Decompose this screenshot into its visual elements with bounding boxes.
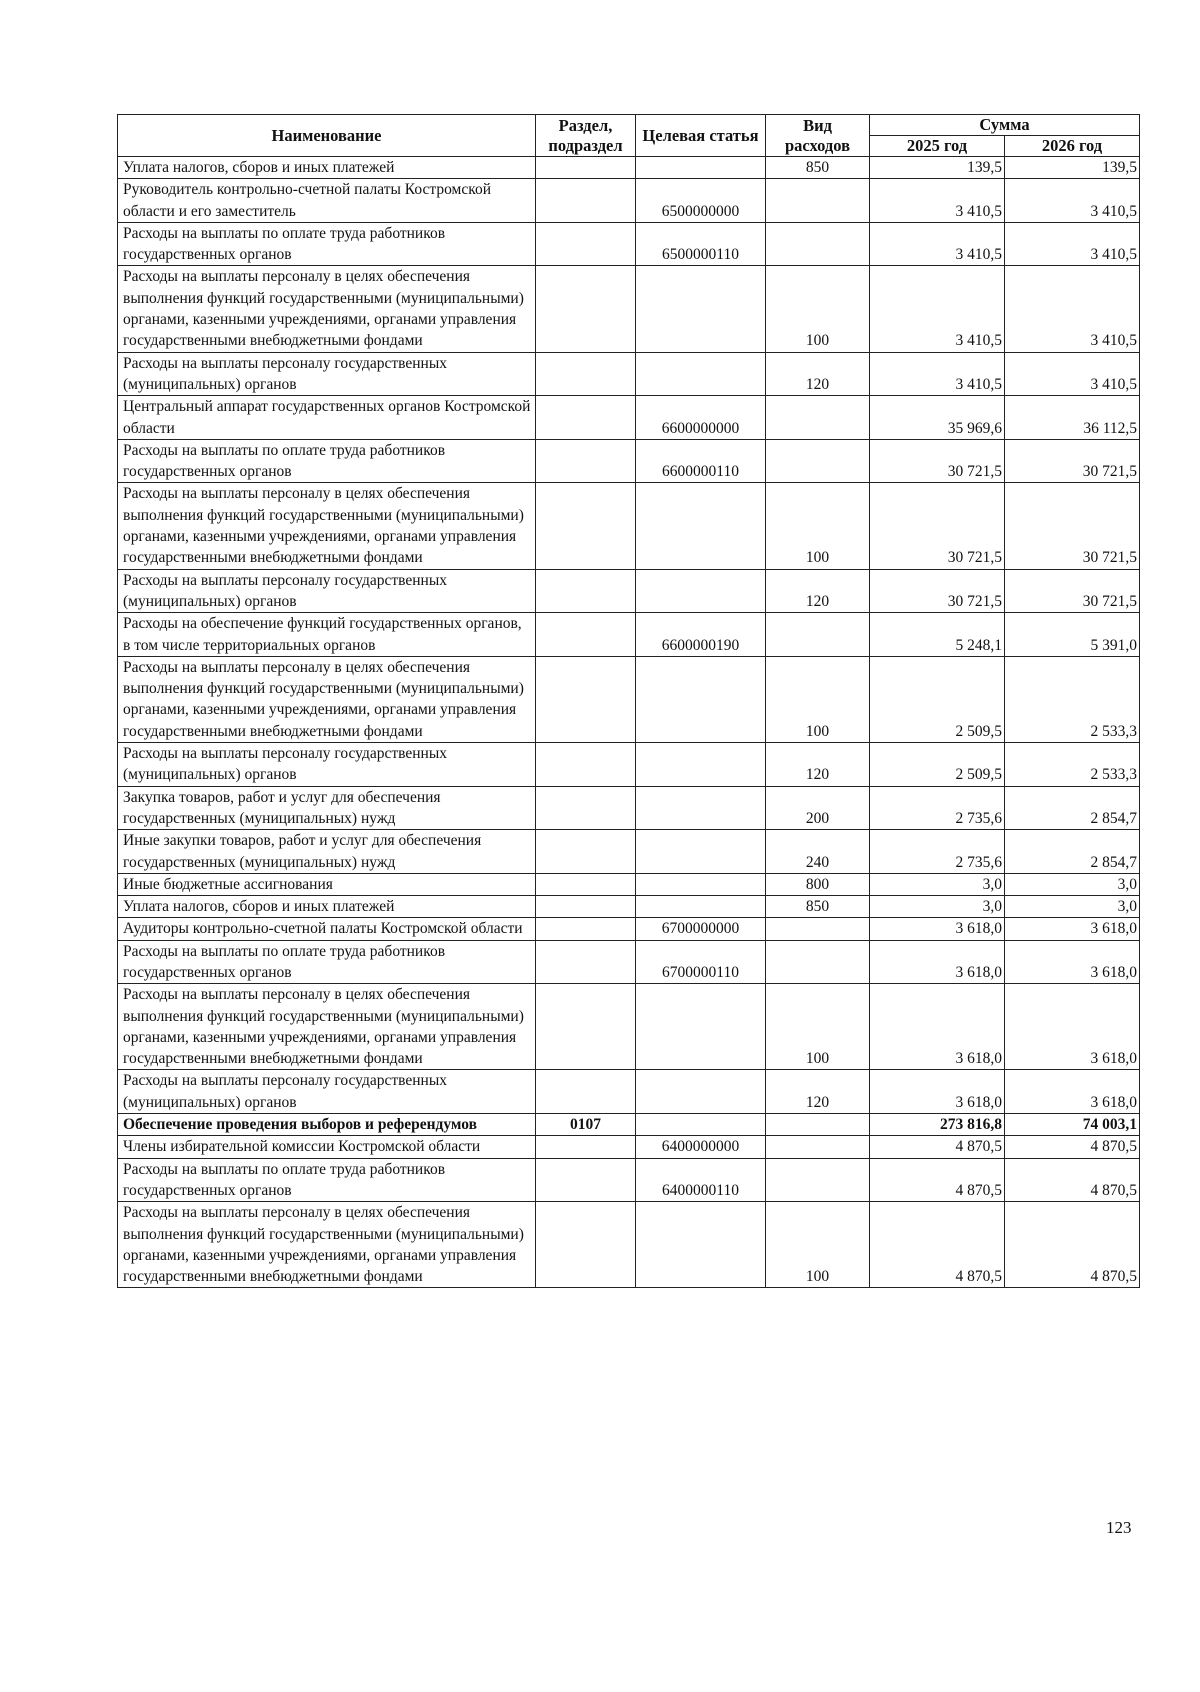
- row-target-cell: [636, 786, 766, 830]
- row-amount-2026-cell: 30 721,5: [1005, 483, 1140, 569]
- row-section-cell: [536, 439, 636, 483]
- table-row: [118, 896, 1140, 918]
- row-amount-2026-cell: 3,0: [1005, 896, 1140, 918]
- row-name-cell: Уплата налогов, сборов и иных платежей: [118, 896, 536, 918]
- row-type-cell: 100: [766, 656, 870, 742]
- row-name-cell: Расходы на выплаты по оплате труда работников государственных органов: [118, 222, 536, 266]
- table-row: [118, 1158, 1140, 1202]
- row-amount-2025-cell: 3 410,5: [870, 352, 1005, 396]
- row-amount-2026-cell: 30 721,5: [1005, 439, 1140, 483]
- row-amount-2026-cell: 139,5: [1005, 157, 1140, 179]
- row-amount-2026-cell: 2 854,7: [1005, 830, 1140, 874]
- row-target-cell: [636, 1070, 766, 1114]
- table-row: [118, 743, 1140, 787]
- row-type-cell: 240: [766, 830, 870, 874]
- table-row: [118, 830, 1140, 874]
- row-amount-2026-cell: 3 618,0: [1005, 984, 1140, 1070]
- row-name-cell: Расходы на выплаты персоналу государственных (муниципальных) органов: [118, 1070, 536, 1114]
- table-row: [118, 439, 1140, 483]
- row-amount-2025-cell: 3,0: [870, 873, 1005, 895]
- row-amount-2025-cell: 2 735,6: [870, 786, 1005, 830]
- table-header: [118, 115, 1140, 157]
- row-type-cell: [766, 940, 870, 984]
- row-amount-2025-cell: 3 410,5: [870, 222, 1005, 266]
- row-type-cell: [766, 222, 870, 266]
- row-section-cell: [536, 743, 636, 787]
- row-name-cell: Иные закупки товаров, работ и услуг для обеспечения государственных (муниципальных) нужд: [118, 830, 536, 874]
- table-row: [118, 1202, 1140, 1288]
- table-row: [118, 396, 1140, 440]
- row-amount-2025-cell: 2 509,5: [870, 743, 1005, 787]
- row-name-cell: Расходы на выплаты персоналу в целях обеспечения выполнения функций государственными (муниципальными) органами, казенными учреждениями, органами управления государственными внебюджетными фондами: [118, 266, 536, 352]
- table-row: [118, 1070, 1140, 1114]
- row-name-cell: Аудиторы контрольно-счетной палаты Костромской области: [118, 918, 536, 940]
- table-row: [118, 1136, 1140, 1158]
- row-target-cell: [636, 873, 766, 895]
- row-amount-2025-cell: 4 870,5: [870, 1202, 1005, 1288]
- row-section-cell: [536, 222, 636, 266]
- row-type-cell: 800: [766, 873, 870, 895]
- row-section-cell: [536, 786, 636, 830]
- row-name-cell: Расходы на выплаты персоналу в целях обеспечения выполнения функций государственными (муниципальными) органами, казенными учреждениями, органами управления государственными внебюджетными фондами: [118, 483, 536, 569]
- header-section: Раздел, подраздел: [536, 115, 636, 157]
- row-name-cell: Расходы на выплаты по оплате труда работников государственных органов: [118, 439, 536, 483]
- row-target-cell: 6600000190: [636, 613, 766, 657]
- header-year-2026: 2026 год: [1005, 136, 1140, 157]
- table-row: [118, 179, 1140, 223]
- row-target-cell: [636, 1114, 766, 1136]
- row-amount-2026-cell: 3 410,5: [1005, 179, 1140, 223]
- row-amount-2026-cell: 3 410,5: [1005, 222, 1140, 266]
- row-amount-2025-cell: 30 721,5: [870, 569, 1005, 613]
- table-row: [118, 613, 1140, 657]
- row-target-cell: [636, 157, 766, 179]
- table-row: [118, 222, 1140, 266]
- row-type-cell: 120: [766, 743, 870, 787]
- row-amount-2026-cell: 36 112,5: [1005, 396, 1140, 440]
- row-section-cell: [536, 569, 636, 613]
- row-amount-2025-cell: 5 248,1: [870, 613, 1005, 657]
- row-name-cell: Закупка товаров, работ и услуг для обеспечения государственных (муниципальных) нужд: [118, 786, 536, 830]
- table-row: [118, 569, 1140, 613]
- row-type-cell: [766, 1136, 870, 1158]
- page-number: 123: [1106, 1518, 1132, 1537]
- row-amount-2026-cell: 30 721,5: [1005, 569, 1140, 613]
- row-type-cell: 120: [766, 352, 870, 396]
- table-row: [118, 786, 1140, 830]
- row-target-cell: [636, 569, 766, 613]
- row-section-cell: [536, 940, 636, 984]
- row-amount-2025-cell: 3 618,0: [870, 984, 1005, 1070]
- row-type-cell: [766, 1158, 870, 1202]
- table-row: [118, 483, 1140, 569]
- row-name-cell: Расходы на выплаты по оплате труда работников государственных органов: [118, 1158, 536, 1202]
- header-sum: Сумма: [870, 115, 1140, 136]
- row-target-cell: [636, 483, 766, 569]
- row-target-cell: 6400000110: [636, 1158, 766, 1202]
- row-amount-2025-cell: 30 721,5: [870, 483, 1005, 569]
- row-section-cell: [536, 1158, 636, 1202]
- row-target-cell: 6500000000: [636, 179, 766, 223]
- row-name-cell: Центральный аппарат государственных органов Костромской области: [118, 396, 536, 440]
- row-amount-2025-cell: 3 410,5: [870, 266, 1005, 352]
- row-amount-2026-cell: 4 870,5: [1005, 1202, 1140, 1288]
- table-row: [118, 352, 1140, 396]
- row-amount-2026-cell: 4 870,5: [1005, 1136, 1140, 1158]
- row-section-cell: [536, 830, 636, 874]
- row-amount-2026-cell: 3 618,0: [1005, 940, 1140, 984]
- table-row: [118, 656, 1140, 742]
- row-section-cell: [536, 873, 636, 895]
- row-amount-2025-cell: 35 969,6: [870, 396, 1005, 440]
- row-type-cell: 100: [766, 483, 870, 569]
- row-name-cell: Члены избирательной комиссии Костромской области: [118, 1136, 536, 1158]
- row-amount-2025-cell: 3 618,0: [870, 918, 1005, 940]
- row-type-cell: 100: [766, 266, 870, 352]
- row-amount-2025-cell: 4 870,5: [870, 1136, 1005, 1158]
- row-amount-2026-cell: 3 618,0: [1005, 1070, 1140, 1114]
- row-type-cell: 100: [766, 1202, 870, 1288]
- row-name-cell: Руководитель контрольно-счетной палаты Костромской области и его заместитель: [118, 179, 536, 223]
- row-name-cell: Расходы на выплаты персоналу государственных (муниципальных) органов: [118, 743, 536, 787]
- row-type-cell: 120: [766, 569, 870, 613]
- row-type-cell: [766, 179, 870, 223]
- row-section-cell: 0107: [536, 1114, 636, 1136]
- table-body: [118, 157, 1140, 1288]
- row-name-cell: Расходы на обеспечение функций государственных органов, в том числе территориальных органов: [118, 613, 536, 657]
- row-section-cell: [536, 157, 636, 179]
- row-name-cell: Расходы на выплаты персоналу государственных (муниципальных) органов: [118, 352, 536, 396]
- row-type-cell: 100: [766, 984, 870, 1070]
- table-row: [118, 157, 1140, 179]
- row-target-cell: 6600000110: [636, 439, 766, 483]
- row-amount-2025-cell: 2 735,6: [870, 830, 1005, 874]
- row-section-cell: [536, 918, 636, 940]
- row-amount-2025-cell: 3 618,0: [870, 1070, 1005, 1114]
- row-amount-2026-cell: 3,0: [1005, 873, 1140, 895]
- row-section-cell: [536, 1202, 636, 1288]
- row-amount-2025-cell: 139,5: [870, 157, 1005, 179]
- row-amount-2026-cell: 3 410,5: [1005, 266, 1140, 352]
- row-target-cell: 6700000110: [636, 940, 766, 984]
- row-section-cell: [536, 266, 636, 352]
- row-name-cell: Расходы на выплаты персоналу государственных (муниципальных) органов: [118, 569, 536, 613]
- row-target-cell: [636, 984, 766, 1070]
- row-amount-2026-cell: 2 533,3: [1005, 656, 1140, 742]
- row-type-cell: [766, 439, 870, 483]
- table-row: [118, 266, 1140, 352]
- table-row: [118, 940, 1140, 984]
- row-name-cell: Расходы на выплаты по оплате труда работников государственных органов: [118, 940, 536, 984]
- row-type-cell: 200: [766, 786, 870, 830]
- row-type-cell: [766, 396, 870, 440]
- row-section-cell: [536, 1070, 636, 1114]
- row-target-cell: [636, 656, 766, 742]
- row-section-cell: [536, 984, 636, 1070]
- header-target: Целевая статья: [636, 115, 766, 157]
- table-row: [118, 1114, 1140, 1136]
- row-type-cell: 850: [766, 896, 870, 918]
- row-target-cell: [636, 266, 766, 352]
- row-name-cell: Расходы на выплаты персоналу в целях обеспечения выполнения функций государственными (муниципальными) органами, казенными учреждениями, органами управления государственными внебюджетными фондами: [118, 1202, 536, 1288]
- row-type-cell: [766, 613, 870, 657]
- row-amount-2026-cell: 4 870,5: [1005, 1158, 1140, 1202]
- table-row: [118, 918, 1140, 940]
- row-target-cell: [636, 352, 766, 396]
- row-target-cell: [636, 896, 766, 918]
- row-section-cell: [536, 483, 636, 569]
- table-row: [118, 984, 1140, 1070]
- row-amount-2026-cell: 2 854,7: [1005, 786, 1140, 830]
- row-target-cell: 6400000000: [636, 1136, 766, 1158]
- row-amount-2025-cell: 3 618,0: [870, 940, 1005, 984]
- row-section-cell: [536, 179, 636, 223]
- row-section-cell: [536, 352, 636, 396]
- budget-table-container: [117, 114, 1139, 1288]
- row-amount-2025-cell: 273 816,8: [870, 1114, 1005, 1136]
- row-amount-2026-cell: 74 003,1: [1005, 1114, 1140, 1136]
- row-target-cell: 6500000110: [636, 222, 766, 266]
- row-amount-2025-cell: 3 410,5: [870, 179, 1005, 223]
- budget-table: [117, 114, 1140, 1288]
- row-type-cell: 120: [766, 1070, 870, 1114]
- row-target-cell: 6600000000: [636, 396, 766, 440]
- header-year-2025: 2025 год: [870, 136, 1005, 157]
- row-type-cell: 850: [766, 157, 870, 179]
- row-name-cell: Уплата налогов, сборов и иных платежей: [118, 157, 536, 179]
- row-section-cell: [536, 1136, 636, 1158]
- row-target-cell: [636, 1202, 766, 1288]
- row-name-cell: Обеспечение проведения выборов и референдумов: [118, 1114, 536, 1136]
- row-type-cell: [766, 1114, 870, 1136]
- row-target-cell: [636, 830, 766, 874]
- row-type-cell: [766, 918, 870, 940]
- row-target-cell: [636, 743, 766, 787]
- row-target-cell: 6700000000: [636, 918, 766, 940]
- row-name-cell: Иные бюджетные ассигнования: [118, 873, 536, 895]
- row-amount-2026-cell: 3 618,0: [1005, 918, 1140, 940]
- row-name-cell: Расходы на выплаты персоналу в целях обеспечения выполнения функций государственными (муниципальными) органами, казенными учреждениями, органами управления государственными внебюджетными фондами: [118, 656, 536, 742]
- row-amount-2026-cell: 3 410,5: [1005, 352, 1140, 396]
- table-row: [118, 873, 1140, 895]
- header-type: Вид расходов: [766, 115, 870, 157]
- row-amount-2025-cell: 30 721,5: [870, 439, 1005, 483]
- row-section-cell: [536, 896, 636, 918]
- row-amount-2026-cell: 5 391,0: [1005, 613, 1140, 657]
- row-amount-2025-cell: 4 870,5: [870, 1158, 1005, 1202]
- row-amount-2025-cell: 2 509,5: [870, 656, 1005, 742]
- row-amount-2025-cell: 3,0: [870, 896, 1005, 918]
- row-amount-2026-cell: 2 533,3: [1005, 743, 1140, 787]
- header-name: Наименование: [118, 115, 536, 157]
- row-name-cell: Расходы на выплаты персоналу в целях обеспечения выполнения функций государственными (муниципальными) органами, казенными учреждениями, органами управления государственными внебюджетными фондами: [118, 984, 536, 1070]
- row-section-cell: [536, 396, 636, 440]
- row-section-cell: [536, 656, 636, 742]
- row-section-cell: [536, 613, 636, 657]
